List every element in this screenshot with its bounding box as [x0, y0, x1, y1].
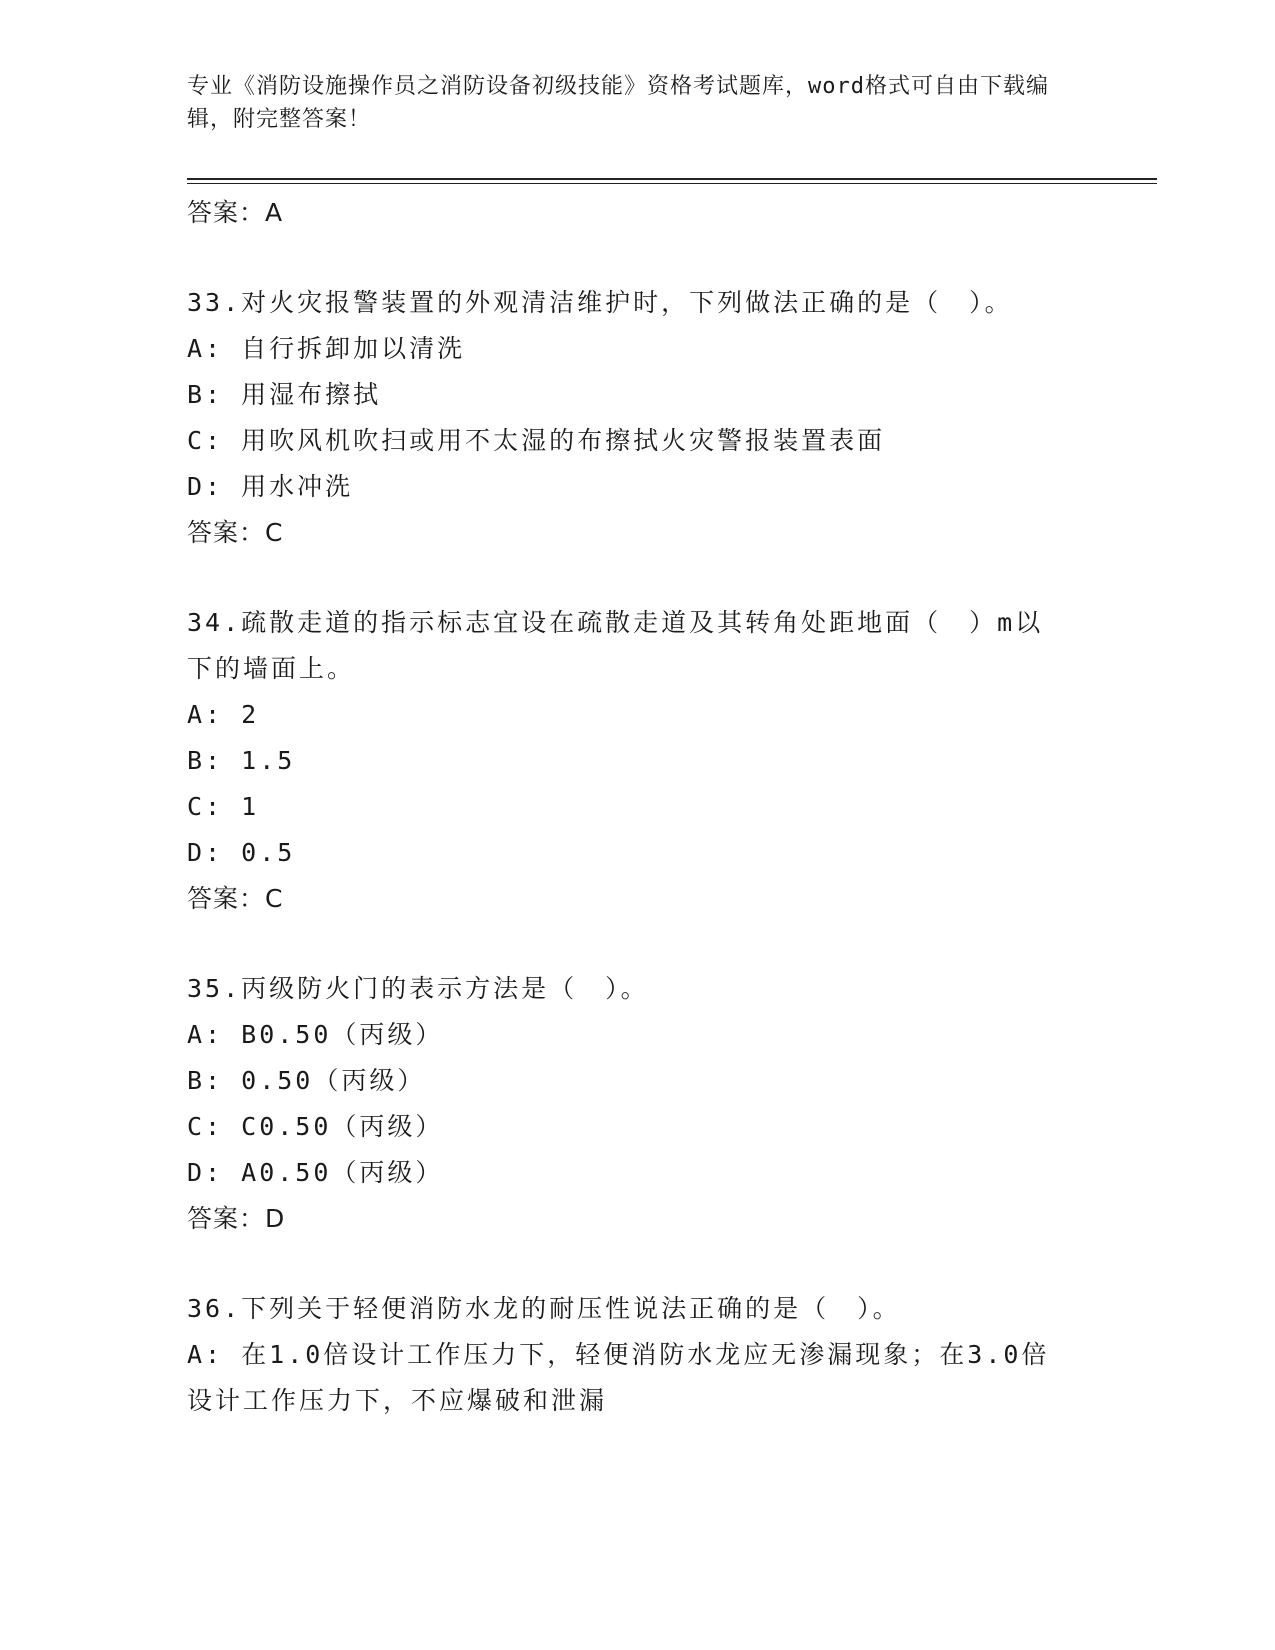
- option-b: B: 用湿布擦拭: [187, 380, 382, 409]
- spacer: [187, 1242, 1067, 1286]
- option-a: A: B0.50（丙级）: [187, 1020, 444, 1049]
- option-a: A: 2: [187, 700, 260, 729]
- spacer: [187, 236, 1067, 280]
- question-block: [187, 966, 1067, 1242]
- option-a: A: 自行拆卸加以清洗: [187, 334, 466, 363]
- option-b: B: 1.5: [187, 746, 296, 775]
- question-list: [187, 190, 1067, 1424]
- question-text: 35.丙级防火门的表示方法是（ ）。: [187, 974, 649, 1003]
- option-c: C: C0.50（丙级）: [187, 1112, 444, 1141]
- answer-line: 答案：C: [187, 518, 284, 547]
- option-b: B: 0.50（丙级）: [187, 1066, 426, 1095]
- answer-line: 答案：C: [187, 884, 284, 913]
- option-d: D: 用水冲洗: [187, 472, 354, 501]
- header-divider-thin: [187, 183, 1157, 184]
- option-a: A: 在1.0倍设计工作压力下，轻便消防水龙应无渗漏现象；在3.0倍设计工作压力下，不应爆破和泄漏: [187, 1340, 1050, 1415]
- option-c: C: 1: [187, 792, 260, 821]
- question-text: 36.下列关于轻便消防水龙的耐压性说法正确的是（ ）。: [187, 1294, 901, 1323]
- spacer: [187, 922, 1067, 966]
- question-block: [187, 1286, 1067, 1424]
- option-c: C: 用吹风机吹扫或用不太湿的布擦拭火灾警报装置表面: [187, 426, 886, 455]
- question-text: 33.对火灾报警装置的外观清洁维护时，下列做法正确的是（ ）。: [187, 288, 1013, 317]
- option-d: D: 0.5: [187, 838, 296, 867]
- question-block: [187, 600, 1067, 922]
- question-text: 34.疏散走道的指示标志宜设在疏散走道及其转角处距地面（ ）m以下的墙面上。: [187, 608, 1044, 683]
- answer-line: 答案：D: [187, 1204, 286, 1233]
- document-header: 专业《消防设施操作员之消防设备初级技能》资格考试题库，word格式可自由下载编辑，附完整答案！: [187, 74, 1049, 132]
- header-divider-thick: [187, 178, 1157, 180]
- question-block: [187, 280, 1067, 556]
- answer-line: 答案：A: [187, 198, 284, 227]
- option-d: D: A0.50（丙级）: [187, 1158, 444, 1187]
- spacer: [187, 556, 1067, 600]
